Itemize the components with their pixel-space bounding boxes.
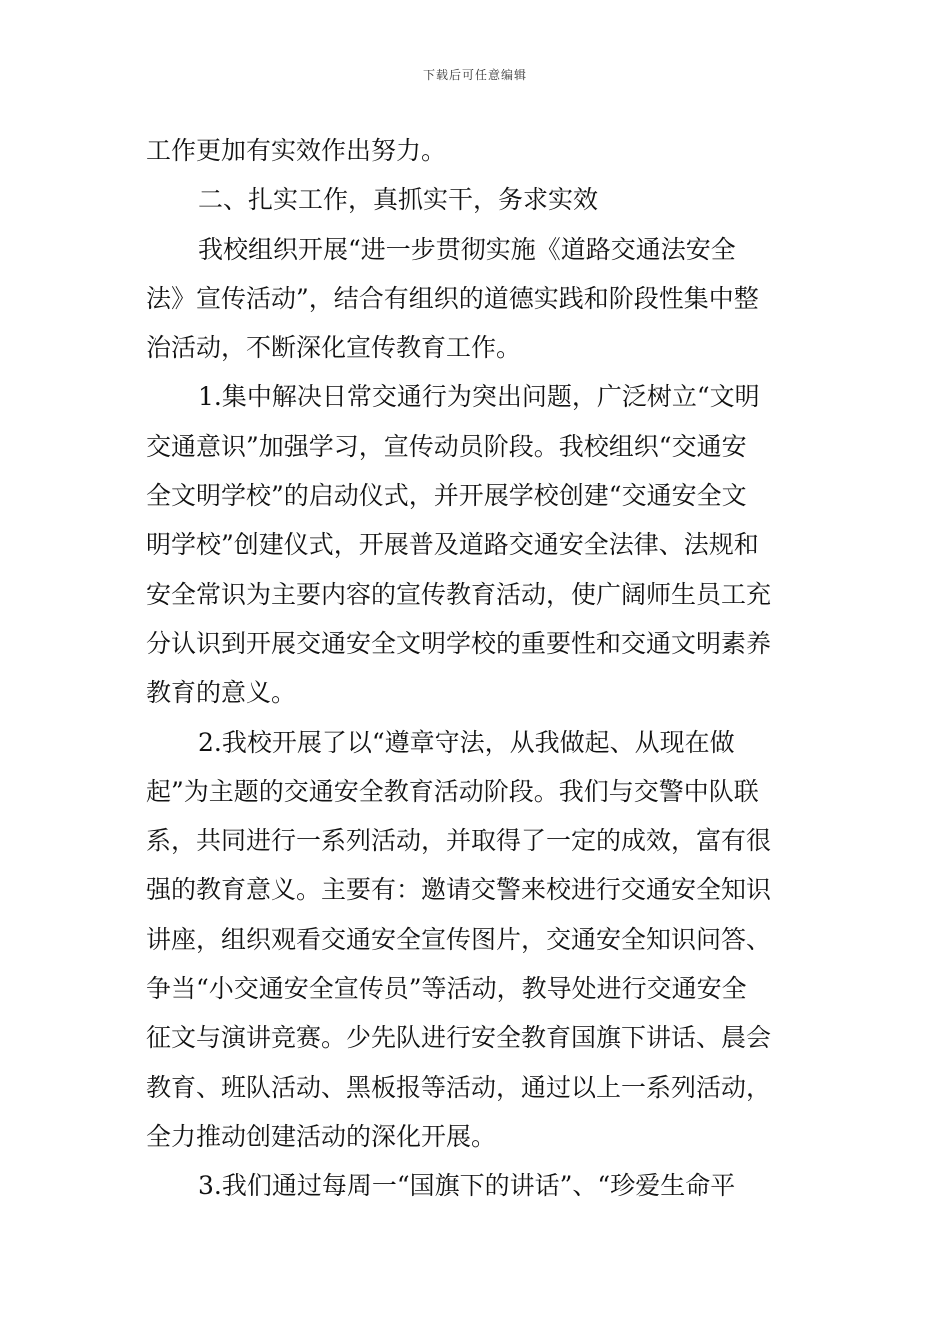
- text-line: 教育、班队活动、黑板报等活动，通过以上一系列活动，: [146, 1072, 772, 1102]
- text-line: 2.我校开展了以“遵章守法，从我做起、从现在做: [198, 727, 735, 757]
- text-line: 我校组织开展“进一步贯彻实施《道路交通法安全: [198, 234, 736, 264]
- text-line: 起”为主题的交通安全教育活动阶段。我们与交警中队联: [146, 776, 759, 806]
- page-header: 下载后可任意编辑: [422, 68, 527, 82]
- text-line: 分认识到开展交通安全文明学校的重要性和交通文明素养: [146, 628, 772, 658]
- text-line: 3.我们通过每周一“国旗下的讲话”、“珍爱生命平: [198, 1171, 736, 1201]
- text-line: 争当“小交通安全宣传员”等活动，教导处进行交通安全: [146, 974, 747, 1004]
- text-line: 1.集中解决日常交通行为突出问题，广泛树立“文明: [198, 382, 760, 412]
- text-line: 全文明学校”的启动仪式，并开展学校创建“交通安全文: [146, 481, 747, 511]
- text-line: 教育的意义。: [146, 678, 297, 708]
- text-line: 法》宣传活动”，结合有组织的道德实践和阶段性集中整: [146, 283, 759, 313]
- text-line: 全力推动创建活动的深化开展。: [146, 1121, 497, 1151]
- text-line: 明学校”创建仪式，开展普及道路交通安全法律、法规和: [146, 530, 759, 560]
- text-line: 交通意识”加强学习，宣传动员阶段。我校组织“交通安: [146, 431, 747, 461]
- document-body: [146, 126, 810, 1211]
- text-line: 二、扎实工作，真抓实干，务求实效: [198, 185, 599, 215]
- text-line: 强的教育意义。主要有：邀请交警来校进行交通安全知识: [146, 875, 772, 905]
- text-line: 征文与演讲竞赛。少先队进行安全教育国旗下讲话、晨会: [146, 1023, 772, 1053]
- text-line: 安全常识为主要内容的宣传教育活动，使广阔师生员工充: [146, 579, 772, 609]
- text-line: 工作更加有实效作出努力。: [146, 136, 447, 165]
- text-line: 治活动，不断深化宣传教育工作。: [146, 333, 522, 363]
- text-line: 系，共同进行一系列活动，并取得了一定的成效，富有很: [146, 826, 772, 856]
- text-line: 讲座，组织观看交通安全宣传图片，交通安全知识问答、: [146, 924, 772, 954]
